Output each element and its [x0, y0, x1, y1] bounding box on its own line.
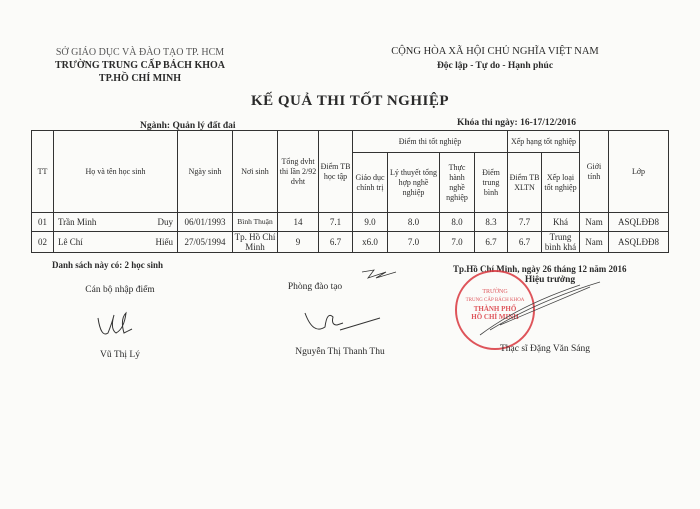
signer-name: Thạc sĩ Đặng Văn Sáng: [499, 344, 591, 354]
col-birthplace: Nơi sinh: [233, 131, 278, 213]
col-exam-avg: Điểm trung bình: [475, 153, 508, 213]
cell-practice: 8.0: [440, 213, 475, 232]
cell-rank: Khá: [542, 213, 580, 232]
stamp-line: TRƯỜNG: [482, 289, 508, 295]
col-dob: Ngày sinh: [178, 131, 233, 213]
cell-credits: 14: [278, 213, 319, 232]
signer-name: Vũ Thị Lý: [100, 350, 140, 360]
city-name: TP.HỒ CHÍ MINH: [98, 73, 182, 84]
cell-exam-avg: 6.7: [475, 232, 508, 253]
col-politics: Giáo dục chính trị: [353, 153, 388, 213]
cell-class: ASQLĐĐ8: [609, 213, 669, 232]
stamp-line: THÀNH PHỐ: [473, 305, 517, 313]
cell-class: ASQLĐĐ8: [609, 232, 669, 253]
signature-1: [98, 313, 132, 334]
place-date: Tp.Hồ Chí Minh, ngày 26 tháng 12 năm 2016: [453, 264, 627, 274]
cell-practice: 7.0: [440, 232, 475, 253]
document-title: KẾ QUẢ THI TỐT NGHIỆP: [250, 93, 450, 109]
cell-tt: 02: [32, 232, 54, 253]
last-name: Lê Chí: [58, 237, 83, 247]
col-class: Lớp: [609, 131, 669, 213]
cell-dob: 06/01/1993: [178, 213, 233, 232]
motto: Độc lập - Tự do - Hạnh phúc: [436, 61, 554, 71]
cell-exam-avg: 8.3: [475, 213, 508, 232]
cell-gender: Nam: [580, 213, 609, 232]
col-rank: Xếp loại tốt nghiệp: [542, 153, 580, 213]
cell-gpa: 7.1: [319, 213, 353, 232]
first-name: Hiếu: [155, 237, 173, 247]
col-theory: Lý thuyết tổng hợp nghề nghiệp: [388, 153, 440, 213]
col-rank-score: Điểm TB XLTN: [508, 153, 542, 213]
last-name: Trần Minh: [58, 217, 97, 227]
cell-gender: Nam: [580, 232, 609, 253]
cell-politics: x6.0: [353, 232, 388, 253]
first-name: Duy: [157, 217, 173, 227]
col-exam-group: Điểm thi tốt nghiệp: [353, 131, 508, 153]
cell-credits: 9: [278, 232, 319, 253]
col-rank-group: Xếp hạng tốt nghiệp: [508, 131, 580, 153]
cell-theory: 7.0: [388, 232, 440, 253]
cell-rank: Trung bình khá: [542, 232, 580, 253]
cell-birthplace: Tp. Hồ Chí Minh: [233, 232, 278, 253]
cell-dob: 27/05/1994: [178, 232, 233, 253]
stamp-line: HỒ CHÍ MINH: [471, 313, 519, 321]
signer-role: Cán bộ nhập điểm: [85, 285, 155, 295]
signature-2b: [362, 270, 396, 278]
signer-role: Phòng đào tạo: [287, 282, 343, 292]
col-gender: Giới tính: [580, 131, 609, 213]
cell-theory: 8.0: [388, 213, 440, 232]
cell-gpa: 6.7: [319, 232, 353, 253]
cell-politics: 9.0: [353, 213, 388, 232]
col-tt: TT: [32, 131, 54, 213]
country-name: CỘNG HÒA XÃ HỘI CHỦ NGHĨA VIỆT NAM: [391, 46, 599, 57]
signature-3: [480, 282, 600, 335]
col-gpa: Điểm TB học tập: [319, 131, 353, 213]
school-name: TRƯỜNG TRUNG CẤP BÁCH KHOA: [54, 60, 225, 71]
signature-2: [305, 313, 380, 330]
signer-name: Nguyễn Thị Thanh Thu: [295, 347, 385, 357]
cell-tt: 01: [32, 213, 54, 232]
col-practice: Thực hành nghề nghiệp: [440, 153, 475, 213]
col-name: Họ và tên học sinh: [54, 131, 178, 213]
student-count: Danh sách này có: 2 học sinh: [52, 260, 164, 270]
col-credits: Tổng dvht thi lần 2/92 dvht: [278, 131, 319, 213]
signer-role: Hiệu trưởng: [524, 275, 576, 285]
stamp-line: TRUNG CẤP BÁCH KHOA: [465, 298, 525, 303]
department-name: SỞ GIÁO DỤC VÀ ĐÀO TẠO TP. HCM: [55, 47, 225, 58]
exam-date: Khóa thi ngày: 16-17/12/2016: [457, 118, 577, 128]
major-label: Ngành: Quản lý đất đai: [140, 121, 236, 131]
cell-rank-score: 7.7: [508, 213, 542, 232]
cell-rank-score: 6.7: [508, 232, 542, 253]
cell-birthplace: Bình Thuận: [233, 213, 278, 232]
